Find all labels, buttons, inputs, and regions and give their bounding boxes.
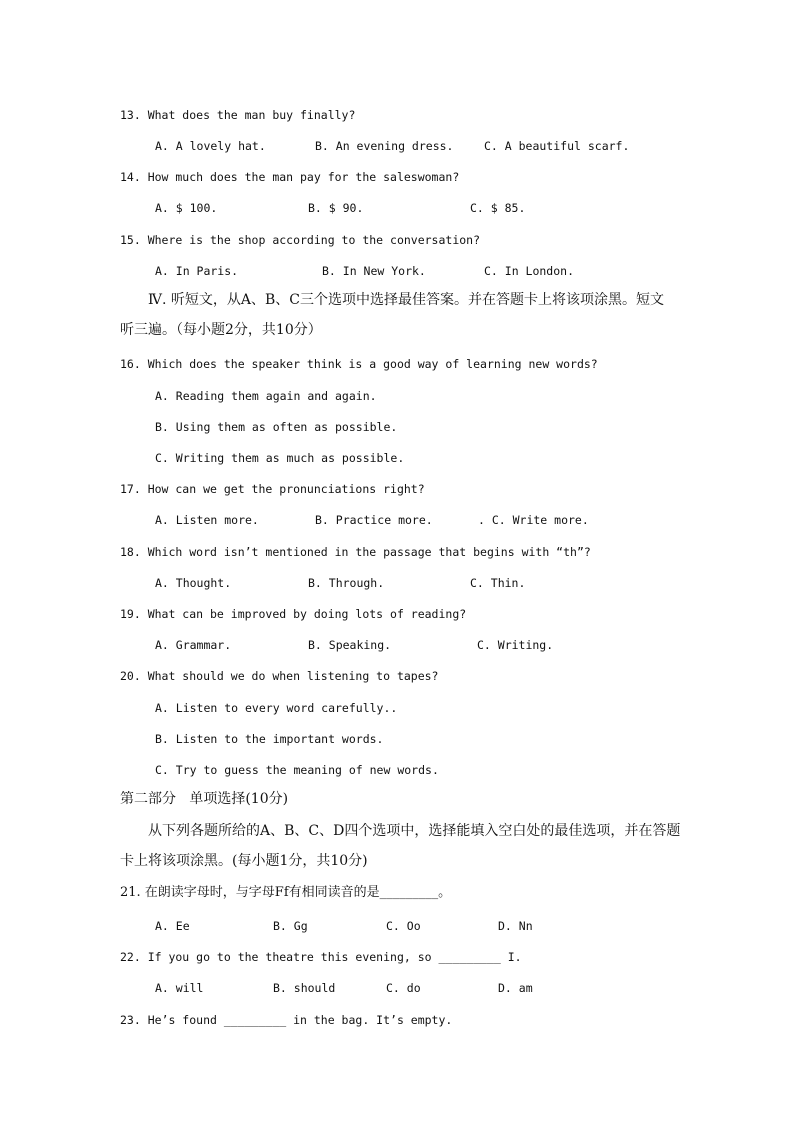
question-18: 18. Which word isn’t mentioned in the passage that begins with “th”? (120, 545, 591, 559)
q22-option-d: D. am (498, 981, 533, 995)
section-4-instruction-line1: Ⅳ. 听短文，从A、B、C三个选项中选择最佳答案。并在答题卡上将该项涂黑。短文 (148, 292, 664, 308)
q20-option-a: A. Listen to every word carefully.. (155, 701, 398, 715)
q21-option-b: B. Gg (273, 919, 308, 933)
q18-option-c: C. Thin. (470, 576, 526, 590)
q14-option-c: C. $ 85. (470, 201, 526, 215)
q15-option-b: B. In New York. (322, 264, 426, 278)
q16-option-b: B. Using them as often as possible. (155, 420, 398, 434)
question-21: 21. 在朗读字母时，与字母Ff有相同读音的是_________。 (120, 885, 452, 900)
q13-option-b: B. An evening dress. (315, 139, 454, 153)
q21-option-c: C. Oo (386, 919, 421, 933)
question-22: 22. If you go to the theatre this evening, so _________ I. (120, 950, 522, 964)
q13-option-a: A. A lovely hat. (155, 139, 266, 153)
q15-option-c: C. In London. (484, 264, 575, 278)
question-23: 23. He’s found _________ in the bag. It’s empty. (120, 1013, 453, 1027)
q21-option-d: D. Nn (498, 919, 533, 933)
q16-option-c: C. Writing them as much as possible. (155, 451, 405, 465)
q20-option-b: B. Listen to the important words. (155, 732, 384, 746)
q22-option-c: C. do (386, 981, 421, 995)
q18-option-b: B. Through. (308, 576, 385, 590)
q13-option-c: C. A beautiful scarf. (484, 139, 630, 153)
q21-option-a: A. Ee (155, 919, 190, 933)
q17-option-a: A. Listen more. (155, 513, 259, 527)
q17-option-b: B. Practice more. (315, 513, 433, 527)
question-13: 13. What does the man buy finally? (120, 108, 356, 122)
q19-option-c: C. Writing. (477, 638, 554, 652)
q18-option-a: A. Thought. (155, 576, 232, 590)
part-2-title: 第二部分 单项选择(10分) (120, 791, 289, 807)
section-4-instruction-line2: 听三遍。（每小题2分，共10分） (120, 322, 322, 338)
q22-option-a: A. will (155, 981, 204, 995)
question-16: 16. Which does the speaker think is a good way of learning new words? (120, 357, 598, 371)
q16-option-a: A. Reading them again and again. (155, 389, 377, 403)
question-19: 19. What can be improved by doing lots of reading? (120, 607, 467, 621)
q19-option-b: B. Speaking. (308, 638, 392, 652)
q14-option-a: A. $ 100. (155, 201, 218, 215)
part-2-instruction-line1: 从下列各题所给的A、B、C、D四个选项中，选择能填入空白处的最佳选项，并在答题 (148, 823, 681, 839)
q22-option-b: B. should (273, 981, 336, 995)
q20-option-c: C. Try to guess the meaning of new words. (155, 763, 439, 777)
q19-option-a: A. Grammar. (155, 638, 232, 652)
q15-option-a: A. In Paris. (155, 264, 239, 278)
question-20: 20. What should we do when listening to tapes? (120, 669, 439, 683)
question-17: 17. How can we get the pronunciations right? (120, 482, 425, 496)
part-2-instruction-line2: 卡上将该项涂黑。(每小题1分，共10分) (120, 853, 368, 869)
question-14: 14. How much does the man pay for the saleswoman? (120, 170, 460, 184)
question-15: 15. Where is the shop according to the conversation? (120, 233, 481, 247)
q14-option-b: B. $ 90. (308, 201, 364, 215)
q17-option-c: . C. Write more. (478, 513, 589, 527)
